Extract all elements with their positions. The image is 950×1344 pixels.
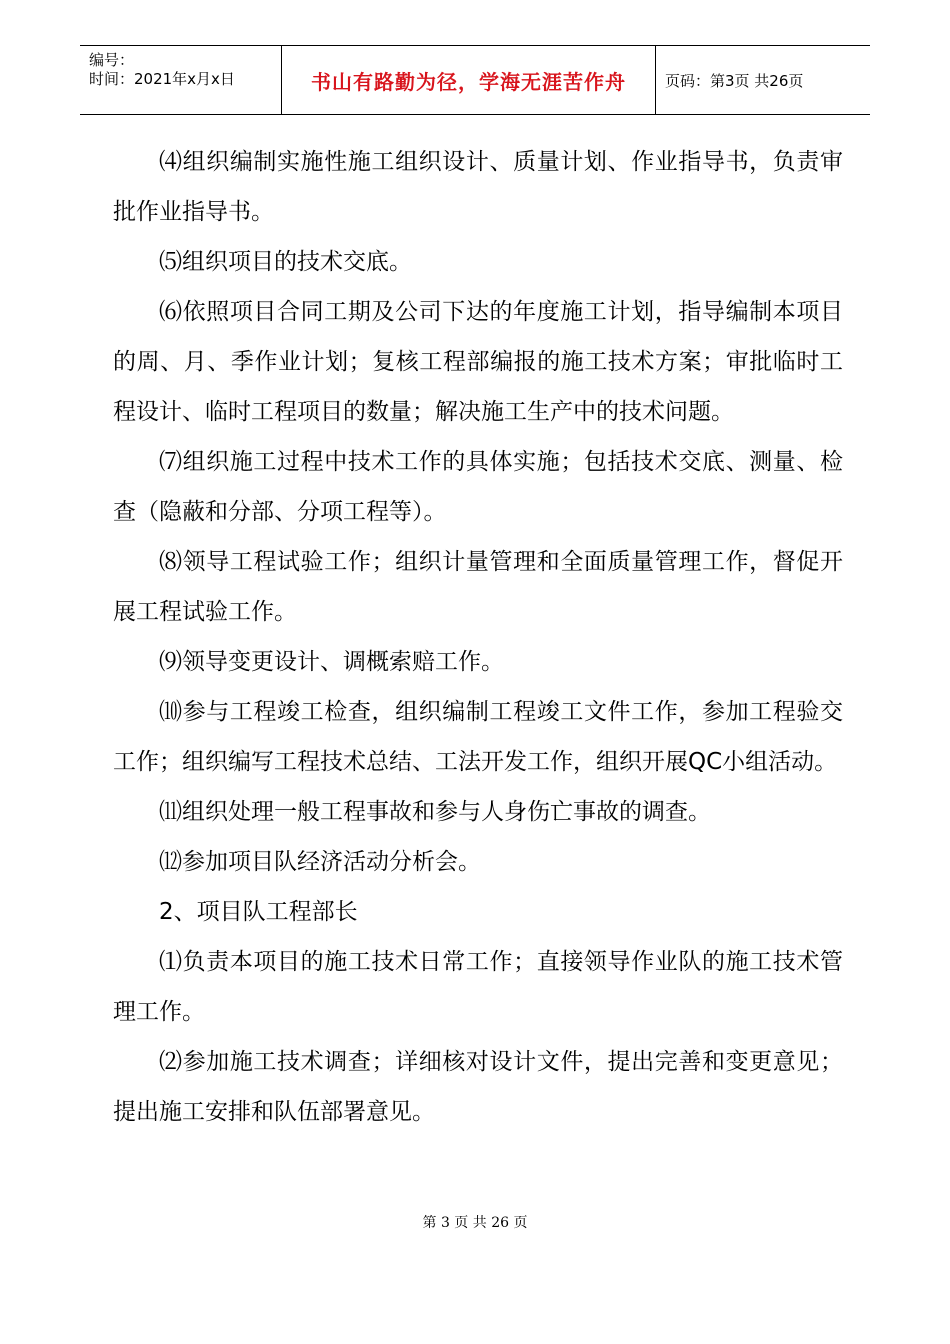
paragraph: ⑴负责本项目的施工技术日常工作；直接领导作业队的施工技术管理工作。 xyxy=(113,949,843,1025)
paragraph: ⑸组织项目的技术交底。 xyxy=(159,249,412,275)
paragraph: ⑺组织施工过程中技术工作的具体实施；包括技术交底、测量、检查（隐蔽和分部、分项工程等）。 xyxy=(113,449,843,525)
paragraph: ⑼领导变更设计、调概索赔工作。 xyxy=(159,649,504,675)
header-divider-right xyxy=(655,46,656,114)
document-body xyxy=(113,137,843,1137)
page-header xyxy=(80,45,870,115)
paragraph: ⑽参与工程竣工检查，组织编制工程竣工文件工作，参加工程验交工作；组织编写工程技术总结、工法开发工作，组织开展QC小组活动。 xyxy=(113,699,843,775)
header-motto: 书山有路勤为径，学海无涯苦作舟 xyxy=(311,69,626,94)
page-footer: 第 3 页 共 26 页 xyxy=(422,1215,528,1231)
header-meta xyxy=(80,46,281,114)
paragraph: ⑹依照项目合同工期及公司下达的年度施工计划，指导编制本项目的周、月、季作业计划；复核工程部编报的施工技术方案；审批临时工程设计、临时工程项目的数量；解决施工生产中的技术问题。 xyxy=(113,299,843,425)
paragraph: ⑻领导工程试验工作；组织计量管理和全面质量管理工作，督促开展工程试验工作。 xyxy=(113,549,843,625)
paragraph: ⑵参加施工技术调查；详细核对设计文件，提出完善和变更意见；提出施工安排和队伍部署意见。 xyxy=(113,1049,843,1125)
paragraph: ⑿参加项目队经济活动分析会。 xyxy=(159,849,481,875)
document-number-label: 编号： xyxy=(89,51,135,69)
document-time-label: 时间：2021年x月x日 xyxy=(89,70,235,88)
paragraph: ⑷组织编制实施性施工组织设计、质量计划、作业指导书，负责审批作业指导书。 xyxy=(113,149,843,225)
paragraph: ⑾组织处理一般工程事故和参与人身伤亡事故的调查。 xyxy=(159,799,711,825)
header-page-info: 页码：第3页 共26页 xyxy=(665,72,804,90)
section-heading: 2、项目队工程部长 xyxy=(159,899,358,925)
